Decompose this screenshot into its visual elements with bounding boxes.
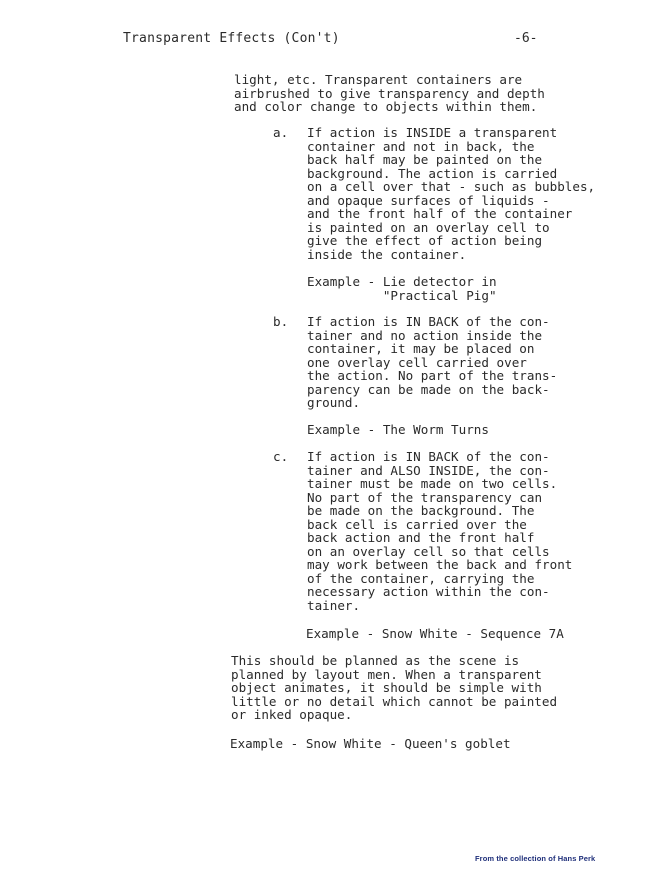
item-c-text: If action is IN BACK of the con- tainer and ALSO INSIDE, the con- tainer must be made on two cells. No part of the transparency can be made on the background. The back cell is carried over the back action and the front half on an overlay cell so that cells may work between the back and front of the container, carrying the necessary action within the con- tainer. [307,449,573,613]
closing-note: This should be planned as the scene is planned by layout men. When a transparent object animates, it should be simple with little or no detail which cannot be painted or inked opaque. [231,653,558,722]
item-c-letter: c. [273,449,289,464]
page-number: -6- [514,31,538,46]
final-example: Example - Snow White - Queen's goblet [230,736,511,751]
item-a-text: If action is INSIDE a transparent container and not in back, the back half may be painted on the background. The action is carried on a cell over that - such as bubbles, and opaque surfaces of liquids - and the front half of the container is painted on an overlay cell to give the effect of action being inside the container. [307,125,596,262]
item-b-letter: b. [273,314,289,329]
page-header-title: Transparent Effects (Con't) [123,31,340,46]
item-b-text: If action is IN BACK of the con- tainer and no action inside the container, it may be placed on one overlay cell carried over the action. No part of the trans- parency can be made on the back- ground. [307,314,558,410]
item-a-letter: a. [273,125,289,140]
item-a-example: Example - Lie detector in "Practical Pig" [307,274,497,303]
item-c-example: Example - Snow White - Sequence 7A [306,626,564,641]
intro-paragraph: light, etc. Transparent containers are airbrushed to give transparency and depth and color change to objects within them. [234,72,545,114]
item-b-example: Example - The Worm Turns [307,422,489,437]
collection-credit: From the collection of Hans Perk [475,854,596,863]
